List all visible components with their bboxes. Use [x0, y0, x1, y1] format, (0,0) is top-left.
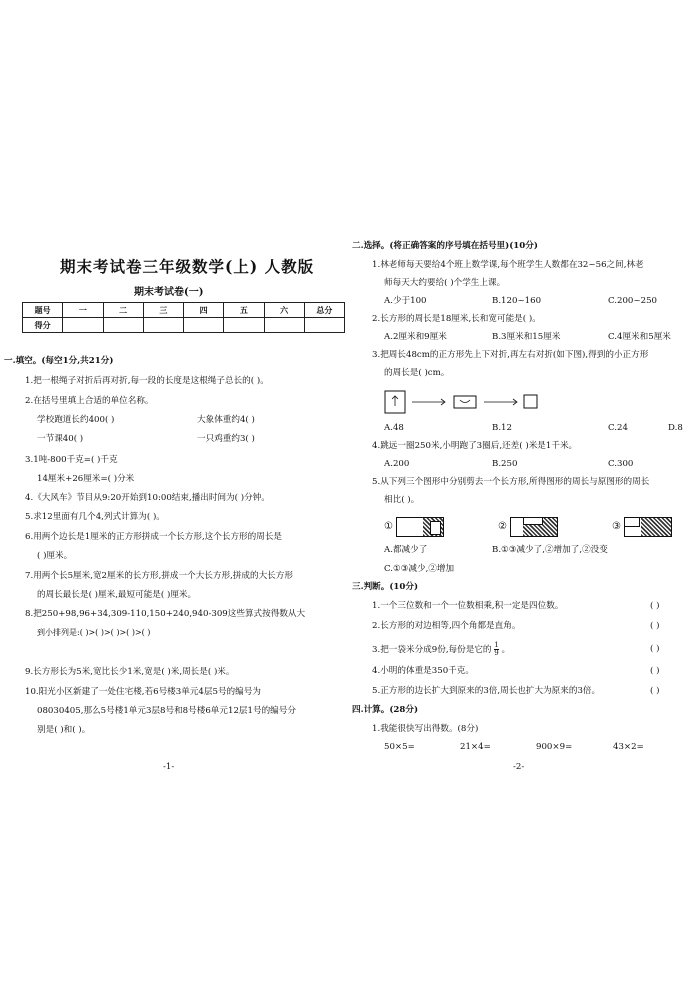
choice-1b: 师每天大约要给( )个学生上课。	[384, 278, 506, 288]
judge-4-answer-paren[interactable]: ( )	[650, 666, 660, 676]
score-cell[interactable]	[103, 318, 143, 333]
question-10c: 别是( )和( )。	[37, 725, 91, 735]
question-2d: 一只鸡重约3( )	[197, 434, 255, 444]
choice-2-option-b: B.3厘米和15厘米	[492, 332, 561, 342]
score-cell[interactable]	[63, 318, 103, 333]
score-table-header-row	[23, 303, 345, 318]
fold-arrow-icon	[392, 396, 398, 406]
choice-5-option-a: A.都减少了	[384, 545, 428, 555]
score-cell[interactable]	[264, 318, 304, 333]
question-4: 4.《大风车》节目从9:20开始到10:00结束,播出时间为( )分钟。	[25, 493, 270, 503]
question-5: 5.求12里面有几个4,列式计算为( )。	[25, 512, 165, 522]
question-10b: 08030405,那么5号楼1单元3层8号和8号楼6单元12层1号的编号分	[37, 706, 296, 716]
choice-2: 2.长方形的周长是18厘米,长和宽可能是( )。	[372, 314, 541, 324]
score-cell[interactable]	[304, 318, 344, 333]
choice-3b: 的周长是( )cm。	[384, 368, 450, 378]
score-table-header: 五	[224, 303, 264, 318]
figure-1-label: ①	[384, 521, 393, 532]
choice-3-option-c: C.24	[608, 423, 628, 433]
question-1: 1.把一根绳子对折后再对折,每一段的长度是这根绳子总长的( )。	[25, 376, 269, 386]
score-table-header: 总分	[304, 303, 344, 318]
score-table-header: 一	[63, 303, 103, 318]
question-7a: 7.用两个长5厘米,宽2厘米的长方形,拼成一个大长方形,拼成的大长方形	[25, 571, 293, 581]
question-2: 2.在括号里填上合适的单位名称。	[25, 396, 154, 406]
question-9: 9.长方形长为5米,宽比长少1米,宽是( )米,周长是( )米。	[25, 667, 235, 677]
figure-3-shaded-part	[641, 518, 671, 536]
judge-2: 2.长方形的对边相等,四个角都是直角。	[372, 621, 521, 631]
figure-2-label: ②	[498, 521, 507, 532]
choice-3-option-d: D.8	[668, 423, 683, 433]
score-table-header: 二	[103, 303, 143, 318]
score-table-header: 六	[264, 303, 304, 318]
question-2a: 学校跑道长约400( )	[37, 415, 115, 425]
choice-2-option-a: A.2厘米和9厘米	[384, 332, 447, 342]
question-6a: 6.用两个边长是1厘米的正方形拼成一个长方形,这个长方形的周长是	[25, 532, 283, 542]
score-table	[22, 302, 345, 333]
fraction-denominator: 9	[494, 649, 499, 657]
figure-2-rectangle	[510, 517, 558, 537]
choice-4-option-c: C.300	[608, 459, 634, 469]
score-cell[interactable]	[143, 318, 183, 333]
section3-header: 三.判断。(10分)	[352, 582, 419, 592]
judge-5-answer-paren[interactable]: ( )	[650, 686, 660, 696]
judge-3-answer-paren[interactable]: ( )	[650, 644, 660, 654]
judge-2-answer-paren[interactable]: ( )	[650, 621, 660, 631]
choice-4-option-b: B.250	[492, 459, 518, 469]
choice-3-option-a: A.48	[384, 423, 404, 433]
choice-3-option-b: B.12	[492, 423, 512, 433]
calc-item: 900×9=	[536, 742, 573, 752]
choice-1-option-a: A.少于100	[384, 296, 427, 306]
half-rectangle-shape	[454, 396, 476, 408]
question-10a: 10.阳光小区新建了一处住宅楼,若6号楼3单元4层5号的编号为	[25, 687, 261, 697]
question-2c: 一节课40( )	[37, 434, 84, 444]
question-7b: 的周长最长是( )厘米,最短可能是( )厘米。	[37, 590, 197, 600]
section1-header: 一.填空。(每空1分,共21分)	[4, 356, 114, 366]
judge-4: 4.小明的体重是350千克。	[372, 666, 474, 676]
figure-3-label: ③	[612, 521, 621, 532]
judge-1: 1.一个三位数和一个一位数相乘,积一定是四位数。	[372, 601, 564, 611]
choice-1a: 1.林老师每天要给4个班上数学课,每个班学生人数都在32~56之间,林老	[372, 260, 644, 270]
small-square-shape	[524, 395, 537, 408]
fraction-one-ninth	[494, 642, 498, 657]
choice-2-option-c: C.4厘米和5厘米	[608, 332, 671, 342]
choice-5a: 5.从下列三个图形中分别剪去一个长方形,所得图形的周长与原图形的周长	[372, 477, 650, 487]
exam-title: 期末考试卷三年级数学(上) 人教版	[60, 257, 315, 276]
section2-header: 二.选择。(将正确答案的序号填在括号里)(10分)	[352, 241, 538, 251]
figure-3-rectangle	[624, 517, 672, 537]
score-table-header: 题号	[23, 303, 63, 318]
judge-1-answer-paren[interactable]: ( )	[650, 601, 660, 611]
right-page	[350, 0, 700, 990]
question-2b: 大象体重约4( )	[197, 415, 255, 425]
figure-2-cut-piece	[523, 518, 543, 525]
section4-header: 四.计算。(28分)	[352, 705, 419, 715]
fraction-numerator: 1	[494, 641, 499, 649]
choice-4: 4.跳远一圈250米,小明跑了3圈后,还差( )米是1千米。	[372, 441, 578, 451]
question-6b: ( )厘米。	[37, 551, 73, 561]
folding-diagram	[384, 390, 544, 416]
score-table-score-row	[23, 318, 345, 333]
choice-5b: 相比( )。	[384, 495, 420, 505]
figure-1-cut-piece	[430, 521, 441, 535]
question-8b: 到小排列是:( )>( )>( )>( )>( )	[37, 628, 151, 637]
choice-4-option-a: A.200	[384, 459, 410, 469]
score-cell[interactable]	[184, 318, 224, 333]
fold-curve-icon	[460, 400, 470, 403]
choice-1-option-b: B.120~160	[492, 296, 542, 306]
page-number: -2-	[513, 762, 525, 772]
question-3b: 14厘米+26厘米=( )分米	[37, 474, 135, 484]
score-row-label: 得分	[23, 318, 63, 333]
judge-5: 5.正方形的边长扩大到原来的3倍,周长也扩大为原来的3倍。	[372, 686, 601, 696]
calc-1-header: 1.我能很快写出得数。(8分)	[372, 724, 479, 734]
calc-item: 50×5=	[384, 742, 415, 752]
figure-1-rectangle	[396, 517, 444, 537]
judge-3-end: 。	[501, 645, 511, 655]
page-number: -1-	[163, 762, 175, 772]
judge-3	[372, 642, 510, 657]
question-3a: 3.1吨-800千克=( )千克	[25, 455, 118, 465]
calc-item: 21×4=	[460, 742, 491, 752]
choice-3a: 3.把周长48cm的正方形先上下对折,再左右对折(如下图),得到的小正方形	[372, 350, 649, 360]
question-8a: 8.把250+98,96+34,309-110,150+240,940-309这些算式按得数从大	[25, 609, 306, 619]
figure-3-cut-piece	[625, 518, 640, 527]
choice-5-option-c: C.①③减少,②增加	[384, 564, 455, 574]
choice-1-option-c: C.200~250	[608, 296, 658, 306]
exam-subtitle: 期末考试卷(一)	[134, 287, 204, 298]
score-table-header: 四	[184, 303, 224, 318]
calc-item: 43×2=	[613, 742, 644, 752]
judge-3-text: 3.把一袋米分成9份,每份是它的	[372, 645, 492, 655]
score-table-header: 三	[143, 303, 183, 318]
choice-5-option-b: B.①③减少了,②增加了,②没变	[492, 545, 608, 555]
score-cell[interactable]	[224, 318, 264, 333]
